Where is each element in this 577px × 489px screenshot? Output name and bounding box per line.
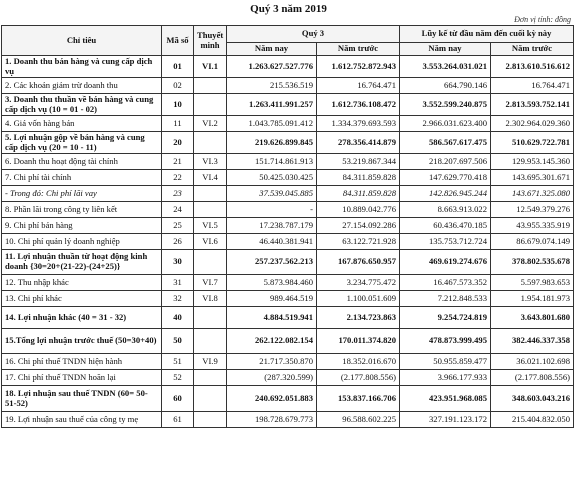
row-cum-prev-year: 215.404.832.050 [491,412,574,428]
row-cum-prev-year: 2.813.593.752.141 [491,94,574,116]
row-cum-prev-year: 143.671.325.080 [491,186,574,202]
row-q3-prev-year: (2.177.808.556) [317,370,400,386]
row-q3-this-year: 5.873.984.460 [227,275,317,291]
row-q3-prev-year: 170.011.374.820 [317,329,400,354]
header-luy-ke: Lũy kế từ đầu năm đến cuối kỳ này [400,26,574,43]
row-code: 21 [162,154,194,170]
row-label: 8. Phần lãi trong công ty liên kết [2,202,162,218]
row-cum-this-year: 7.212.848.533 [400,291,491,307]
table-row [2,56,574,78]
row-label: 11. Lợi nhuận thuần từ hoạt động kinh doanh {30=20+(21-22)-(24+25)} [2,250,162,275]
row-label: 12. Thu nhập khác [2,275,162,291]
row-label: 3. Doanh thu thuần về bán hàng và cung cấp dịch vụ (10 = 01 - 02) [2,94,162,116]
row-label: 16. Chi phí thuế TNDN hiện hành [2,354,162,370]
row-label: 10. Chi phí quản lý doanh nghiệp [2,234,162,250]
row-q3-this-year: 198.728.679.773 [227,412,317,428]
row-code: 23 [162,186,194,202]
row-label: 5. Lợi nhuận gộp về bán hàng và cung cấp dịch vụ (20 = 10 - 11) [2,132,162,154]
table-row [2,78,574,94]
table-row [2,218,574,234]
table-row [2,170,574,186]
row-code: 02 [162,78,194,94]
row-cum-this-year: 60.436.470.185 [400,218,491,234]
header-thuyet-minh: Thuyết minh [194,26,227,56]
row-label: 9. Chi phí bán hàng [2,218,162,234]
row-q3-this-year: 46.440.381.941 [227,234,317,250]
row-cum-prev-year: 5.597.983.653 [491,275,574,291]
row-cum-this-year: 50.955.859.477 [400,354,491,370]
table-row [2,386,574,412]
row-code: 50 [162,329,194,354]
row-cum-this-year: 3.552.599.240.875 [400,94,491,116]
header-chi-tieu: Chỉ tiêu [2,26,162,56]
row-cum-this-year: 3.966.177.933 [400,370,491,386]
row-q3-this-year: 17.238.787.179 [227,218,317,234]
table-row [2,94,574,116]
row-q3-this-year: 219.626.899.845 [227,132,317,154]
row-cum-this-year: 8.663.913.022 [400,202,491,218]
row-cum-prev-year: 43.955.335.919 [491,218,574,234]
row-code: 52 [162,370,194,386]
row-label: 19. Lợi nhuận sau thuế của công ty mẹ [2,412,162,428]
row-code: 60 [162,386,194,412]
header-q-nam-nay: Năm nay [227,43,317,56]
row-note [194,370,227,386]
row-code: 30 [162,250,194,275]
row-code: 40 [162,307,194,329]
row-label: 17. Chi phí thuế TNDN hoãn lại [2,370,162,386]
row-cum-prev-year: 348.603.043.216 [491,386,574,412]
row-cum-this-year: 142.826.945.244 [400,186,491,202]
row-label: 1. Doanh thu bán hàng và cung cấp dịch vụ [2,56,162,78]
row-note [194,250,227,275]
row-q3-prev-year: 167.876.650.957 [317,250,400,275]
row-q3-prev-year: 63.122.721.928 [317,234,400,250]
row-code: 31 [162,275,194,291]
row-q3-this-year: 257.237.562.213 [227,250,317,275]
row-note: VI.3 [194,154,227,170]
row-cum-prev-year: 129.953.145.360 [491,154,574,170]
row-note: VI.4 [194,170,227,186]
row-code: 25 [162,218,194,234]
row-cum-this-year: 586.567.617.475 [400,132,491,154]
header-quy3: Quý 3 [227,26,400,43]
row-note [194,307,227,329]
row-q3-this-year: 262.122.082.154 [227,329,317,354]
table-row [2,250,574,275]
row-cum-prev-year: 3.643.801.680 [491,307,574,329]
row-cum-this-year: 3.553.264.031.021 [400,56,491,78]
table-row [2,275,574,291]
row-q3-prev-year: 278.356.414.879 [317,132,400,154]
row-cum-this-year: 9.254.724.819 [400,307,491,329]
row-cum-this-year: 16.467.573.352 [400,275,491,291]
row-note: VI.7 [194,275,227,291]
row-code: 22 [162,170,194,186]
row-note [194,412,227,428]
row-note: VI.8 [194,291,227,307]
row-q3-this-year: 21.717.350.870 [227,354,317,370]
row-q3-this-year: 1.263.627.527.776 [227,56,317,78]
row-label: 2. Các khoản giảm trừ doanh thu [2,78,162,94]
row-q3-this-year: 37.539.045.885 [227,186,317,202]
row-note [194,94,227,116]
row-cum-prev-year: 86.679.074.149 [491,234,574,250]
row-note: VI.2 [194,116,227,132]
table-row [2,116,574,132]
row-label: 15.Tổng lợi nhuận trước thuế (50=30+40) [2,329,162,354]
row-cum-this-year: 327.191.123.172 [400,412,491,428]
table-row [2,186,574,202]
row-note [194,329,227,354]
row-q3-this-year: 151.714.861.913 [227,154,317,170]
row-label: 14. Lợi nhuận khác (40 = 31 - 32) [2,307,162,329]
row-q3-prev-year: 10.889.042.776 [317,202,400,218]
row-cum-prev-year: 2.813.610.516.612 [491,56,574,78]
row-note: VI.9 [194,354,227,370]
row-cum-prev-year: 510.629.722.781 [491,132,574,154]
row-q3-this-year: 4.884.519.941 [227,307,317,329]
row-cum-this-year: 218.207.697.506 [400,154,491,170]
row-note: VI.6 [194,234,227,250]
row-q3-prev-year: 96.588.602.225 [317,412,400,428]
row-cum-this-year: 2.966.031.623.400 [400,116,491,132]
table-row [2,202,574,218]
row-cum-prev-year: 16.764.471 [491,78,574,94]
row-cum-prev-year: 2.302.964.029.360 [491,116,574,132]
row-q3-prev-year: 84.311.859.828 [317,186,400,202]
row-q3-this-year: (287.320.599) [227,370,317,386]
table-row [2,132,574,154]
income-statement-table [1,25,574,428]
row-q3-prev-year: 18.352.016.670 [317,354,400,370]
row-label: 4. Giá vốn hàng bán [2,116,162,132]
row-label: - Trong đó: Chi phí lãi vay [2,186,162,202]
row-q3-prev-year: 16.764.471 [317,78,400,94]
row-cum-this-year: 147.629.770.418 [400,170,491,186]
row-q3-this-year: 1.263.411.991.257 [227,94,317,116]
table-row [2,329,574,354]
row-code: 24 [162,202,194,218]
row-cum-this-year: 423.951.968.085 [400,386,491,412]
row-note [194,202,227,218]
row-note: VI.1 [194,56,227,78]
row-cum-prev-year: 143.695.301.671 [491,170,574,186]
row-code: 11 [162,116,194,132]
row-cum-this-year: 135.753.712.724 [400,234,491,250]
row-cum-prev-year: 378.802.535.678 [491,250,574,275]
table-header-row [2,26,574,43]
row-q3-this-year: - [227,202,317,218]
row-label: 6. Doanh thu hoạt động tài chính [2,154,162,170]
table-row [2,307,574,329]
header-q-nam-truoc: Năm trước [317,43,400,56]
header-c-nam-truoc: Năm trước [491,43,574,56]
row-q3-this-year: 989.464.519 [227,291,317,307]
row-note [194,186,227,202]
row-code: 26 [162,234,194,250]
table-row [2,291,574,307]
row-cum-prev-year: 12.549.379.276 [491,202,574,218]
row-note [194,78,227,94]
row-q3-this-year: 1.043.785.091.412 [227,116,317,132]
table-row [2,354,574,370]
row-code: 32 [162,291,194,307]
header-c-nam-nay: Năm nay [400,43,491,56]
row-note [194,386,227,412]
table-row [2,154,574,170]
row-cum-this-year: 478.873.999.495 [400,329,491,354]
unit-note: Đơn vị tính: đồng [514,15,571,24]
row-q3-prev-year: 27.154.092.286 [317,218,400,234]
row-q3-prev-year: 3.234.775.472 [317,275,400,291]
row-cum-prev-year: 1.954.181.973 [491,291,574,307]
table-row [2,234,574,250]
header-ma-so: Mã số [162,26,194,56]
row-note: VI.5 [194,218,227,234]
row-label: 13. Chi phí khác [2,291,162,307]
row-label: 18. Lợi nhuận sau thuế TNDN (60= 50-51-52) [2,386,162,412]
table-row [2,370,574,386]
row-q3-prev-year: 1.100.051.609 [317,291,400,307]
row-code: 10 [162,94,194,116]
row-cum-prev-year: 382.446.337.358 [491,329,574,354]
row-code: 01 [162,56,194,78]
row-cum-this-year: 664.790.146 [400,78,491,94]
row-code: 61 [162,412,194,428]
row-q3-prev-year: 1.334.379.693.593 [317,116,400,132]
row-q3-prev-year: 53.219.867.344 [317,154,400,170]
row-q3-prev-year: 1.612.752.872.943 [317,56,400,78]
row-q3-prev-year: 153.837.166.706 [317,386,400,412]
row-code: 20 [162,132,194,154]
row-q3-prev-year: 1.612.736.108.472 [317,94,400,116]
table-row [2,412,574,428]
row-q3-prev-year: 84.311.859.828 [317,170,400,186]
row-note [194,132,227,154]
row-q3-this-year: 240.692.051.883 [227,386,317,412]
row-cum-this-year: 469.619.274.676 [400,250,491,275]
row-q3-prev-year: 2.134.723.863 [317,307,400,329]
row-cum-prev-year: (2.177.808.556) [491,370,574,386]
row-code: 51 [162,354,194,370]
row-q3-this-year: 50.425.030.425 [227,170,317,186]
row-label: 7. Chi phí tài chính [2,170,162,186]
row-cum-prev-year: 36.021.102.698 [491,354,574,370]
document-title: Quý 3 năm 2019 [250,3,327,15]
row-q3-this-year: 215.536.519 [227,78,317,94]
